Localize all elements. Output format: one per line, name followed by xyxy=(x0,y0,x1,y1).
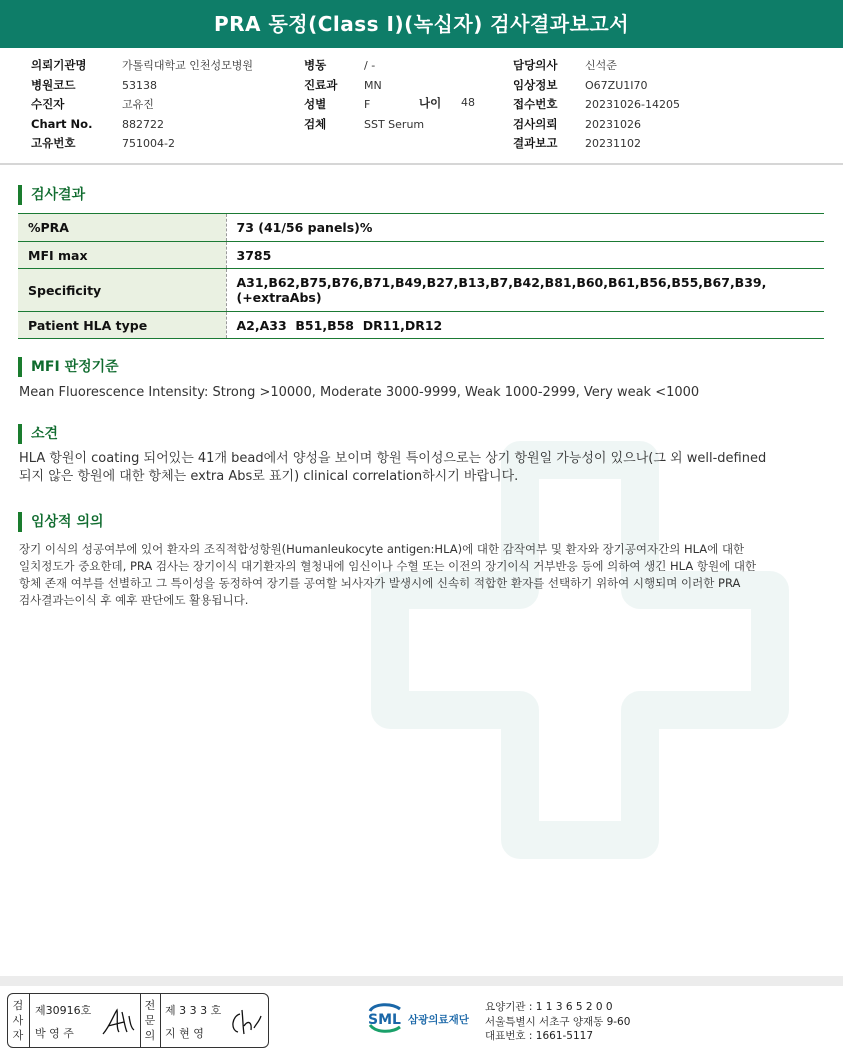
inspector-name: 박 영 주 xyxy=(35,1027,74,1040)
value-receipt-no: 20231026-14205 xyxy=(585,98,680,111)
label-ward: 병동 xyxy=(304,58,327,72)
result-value: 73 (41/56 panels)% xyxy=(226,214,824,242)
label-report-date: 결과보고 xyxy=(513,136,558,150)
results-table xyxy=(18,213,824,339)
value-unique-no: 751004-2 xyxy=(122,137,175,150)
label-unique-no: 고유번호 xyxy=(31,136,76,150)
clinical-text xyxy=(19,541,804,609)
inspector-signature-icon xyxy=(100,1006,136,1040)
value-patient: 고유진 xyxy=(122,98,154,111)
label-chart-no: Chart No. xyxy=(31,116,93,131)
clinical-line: 일치정도가 중요한데, PRA 검사는 장기이식 대기환자의 혈청내에 임신이나 수혈 또는 이전의 장기이식 거부반응 등에 의하여 생긴 HLA 항원에 대한 xyxy=(19,559,757,573)
info-column-2 xyxy=(304,56,424,134)
specificity-line-2: (+extraAbs) xyxy=(236,290,322,305)
section-title-results: 검사결과 xyxy=(18,185,85,205)
label-doctor: 담당의사 xyxy=(513,58,558,72)
info-column-3 xyxy=(513,56,680,154)
inspector-label: 검 사 자 xyxy=(12,999,24,1042)
label-receipt-no: 접수번호 xyxy=(513,97,558,111)
clinical-line: 검사결과는이식 후 예후 판단에도 활용됩니다. xyxy=(19,593,249,607)
svg-text:SML: SML xyxy=(368,1012,401,1028)
clinical-line: 장기 이식의 성공여부에 있어 환자의 조직적합성항원(Humanleukocyte antigen:HLA)에 대한 감작여부 및 환자와 장기공여자간의 HLA에 대한 xyxy=(19,542,745,556)
signature-box xyxy=(7,993,269,1048)
label-age: 나이 xyxy=(419,96,442,110)
organization-address xyxy=(485,1000,630,1044)
address-line: 서울특별시 서초구 양재동 9-60 xyxy=(485,1015,631,1028)
value-clinical-info: O67ZU1I70 xyxy=(585,78,648,92)
inspector-license-no: 제30916호 xyxy=(35,1004,92,1017)
physician-signature-icon xyxy=(226,1006,262,1040)
value-specimen: SST Serum xyxy=(364,117,425,131)
label-sex: 성별 xyxy=(304,97,327,111)
sml-logo-icon xyxy=(366,1001,482,1035)
value-chart-no: 882722 xyxy=(122,117,164,131)
label-clinical-info: 임상정보 xyxy=(513,77,558,92)
mfi-criteria-text: Mean Fluorescence Intensity: Strong >10000, Moderate 3000-9999, Weak 1000-2999, Very weak <1000 xyxy=(19,385,700,400)
info-column-1 xyxy=(31,56,253,154)
value-ward: / - xyxy=(364,59,376,72)
physician-license-no: 제 3 3 3 호 xyxy=(165,1004,222,1017)
result-key: MFI max xyxy=(18,242,226,269)
result-value-specificity xyxy=(226,269,824,312)
svg-text:삼광의료재단: 삼광의료재단 xyxy=(408,1014,469,1026)
footer-band xyxy=(0,976,843,986)
value-institution: 가톨릭대학교 인천성모병원 xyxy=(122,59,254,72)
opinion-line: HLA 항원이 coating 되어있는 41개 bead에서 양성을 보이며 항원 특이성으로는 상기 항원일 가능성이 있으나(그 외 well-defined xyxy=(19,451,767,466)
table-row xyxy=(18,214,824,242)
table-row xyxy=(18,312,824,339)
value-hospital-code: 53138 xyxy=(122,78,157,92)
value-department: MN xyxy=(364,78,382,92)
result-value: A2,A33 B51,B58 DR11,DR12 xyxy=(226,312,824,339)
physician-label: 전 문 의 xyxy=(144,999,156,1042)
section-title-opinion: 소견 xyxy=(18,424,58,444)
address-line: 요양기관 : 1 1 3 6 5 2 0 0 xyxy=(485,1001,613,1013)
table-row xyxy=(18,242,824,269)
value-report-date: 20231102 xyxy=(585,137,641,150)
label-specimen: 검체 xyxy=(304,116,327,131)
clinical-line: 항체 존재 여부를 선별하고 그 특이성을 동정하여 장기를 공여할 뇌사자가 발생시에 신속히 적합한 환자를 선택하기 위하여 시행되며 이러한 PRA xyxy=(19,576,741,590)
value-age: 48 xyxy=(461,96,475,109)
section-title-mfi: MFI 판정기준 xyxy=(18,357,119,377)
section-title-clinical: 임상적 의의 xyxy=(18,512,104,532)
result-key: Specificity xyxy=(18,269,226,312)
value-sex: F xyxy=(364,98,371,111)
label-request-date: 검사의뢰 xyxy=(513,116,558,131)
specificity-line-1: A31,B62,B75,B76,B71,B49,B27,B13,B7,B42,B81,B60,B61,B56,B55,B67,B39, xyxy=(236,275,767,290)
value-request-date: 20231026 xyxy=(585,117,641,131)
address-line: 대표번호 : 1661-5117 xyxy=(485,1030,594,1042)
sml-logo xyxy=(366,1001,482,1039)
opinion-line: 되지 않은 항원에 대한 항체는 extra Abs로 표기) clinical correlation하시기 바랍니다. xyxy=(19,469,519,484)
label-hospital-code: 병원코드 xyxy=(31,77,76,92)
result-key: Patient HLA type xyxy=(18,312,226,339)
opinion-text xyxy=(19,450,819,486)
value-doctor: 신석준 xyxy=(585,59,617,72)
table-row xyxy=(18,269,824,312)
label-department: 진료과 xyxy=(304,77,338,92)
result-value: 3785 xyxy=(226,242,824,269)
header-divider xyxy=(0,163,843,165)
label-institution: 의뢰기관명 xyxy=(31,58,87,72)
physician-name: 지 현 영 xyxy=(165,1027,204,1040)
label-patient: 수진자 xyxy=(31,97,65,111)
watermark-cross-icon xyxy=(370,440,790,860)
report-title: PRA 동정(Class I)(녹십자) 검사결과보고서 xyxy=(0,0,843,48)
result-key: %PRA xyxy=(18,214,226,242)
